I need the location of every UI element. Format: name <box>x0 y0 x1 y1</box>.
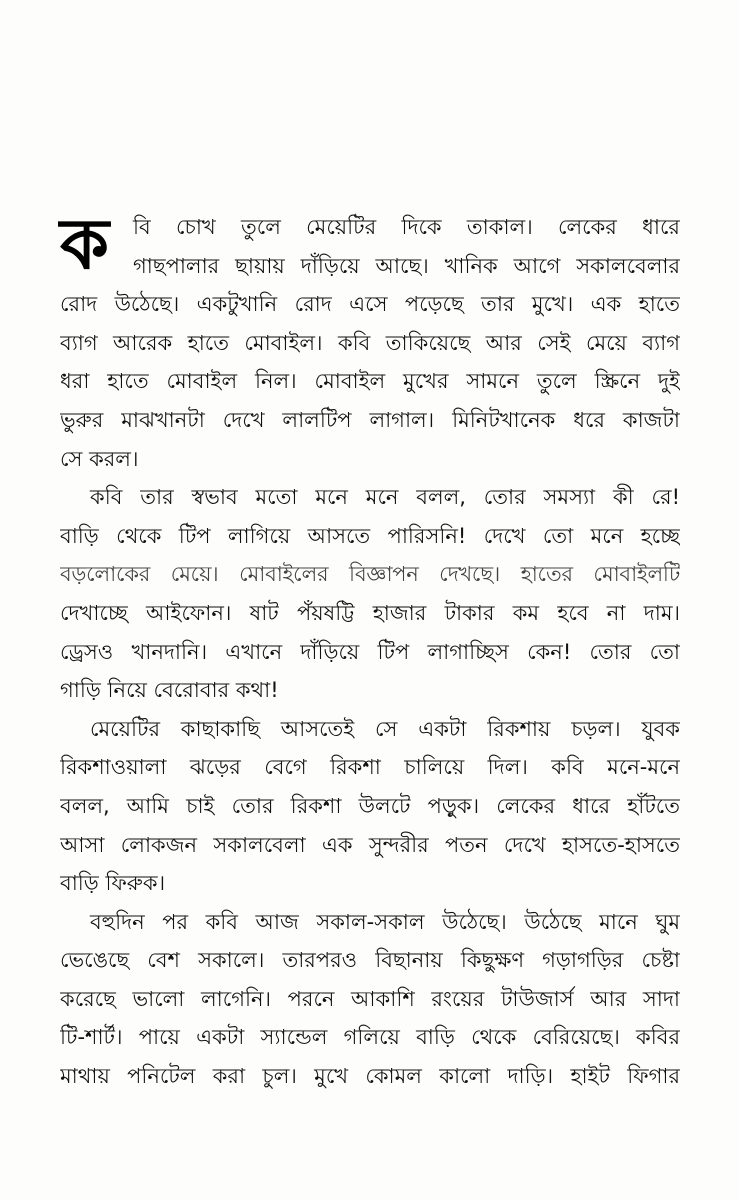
text-line: দেখাচ্ছে আইফোন। ষাট পঁয়ষট্টি হাজার টাকার কম হবে না দাম। <box>60 600 680 625</box>
text-line: বি চোখ তুলে মেয়েটির দিকে তাকাল। লেকের ধারে <box>133 215 680 239</box>
text-line: করেছে ভালো লাগেনি। পরনে আকাশি রংয়ের টাউজার্স আর সাদা <box>60 986 680 1011</box>
text-line: ধরা হাতে মোবাইল নিল। মোবাইল মুখের সামনে তুলে স্ক্রিনে দুই <box>60 369 680 394</box>
text-line: বড়লোকের মেয়ে। মোবাইলের বিজ্ঞাপন দেখছে। হাতের মোবাইলটি <box>60 562 680 587</box>
text-line: বাড়ি ফিরুক। <box>60 871 166 896</box>
drop-cap-letter: ক <box>60 202 109 285</box>
text-line: ড্রেসও খানদানি। এখানে দাঁড়িয়ে টিপ লাগাচ্ছিস কেন! তোর তো <box>60 639 680 664</box>
text-line: ভুরুর মাঝখানটা দেখে লালটিপ লাগাল। মিনিটখানেক ধরে কাজটা <box>60 407 680 432</box>
text-line: ভেঙেছে বেশ সকালে। তারপরও বিছানায় কিছুক্ষণ গড়াগড়ির চেষ্টা <box>60 948 680 973</box>
text-line: আসা লোকজন সকালবেলা এক সুন্দরীর পতন দেখে হাসতে-হাসতে <box>60 832 680 857</box>
text-line: রিকশাওয়ালা ঝড়ের বেগে রিকশা চালিয়ে দিল। কবি মনে-মনে <box>60 755 680 780</box>
text-line: গাড়ি নিয়ে বেরোবার কথা! <box>60 678 279 703</box>
body-text <box>60 202 680 1096</box>
text-line: গাছপালার ছায়ায় দাঁড়িয়ে আছে। খানিক আগে সকালবেলার <box>133 253 680 278</box>
text-line: কবি তার স্বভাব মতো মনে মনে বলল, তোর সমস্যা কী রে! <box>90 485 680 510</box>
text-line: রোদ উঠেছে। একটুখানি রোদ এসে পড়েছে তার মুখে। এক হাতে <box>60 292 680 317</box>
text-line: বহুদিন পর কবি আজ সকাল-সকাল উঠেছে। উঠেছে মানে ঘুম <box>90 909 680 934</box>
text-line: সে করল। <box>60 446 139 471</box>
text-line: ব্যাগ আরেক হাতে মোবাইল। কবি তাকিয়েছে আর সেই মেয়ে ব্যাগ <box>60 330 680 355</box>
text-line: মেয়েটির কাছাকাছি আসতেই সে একটা রিকশায় চড়ল। যুবক <box>90 716 680 741</box>
text-line: বলল, আমি চাই তোর রিকশা উলটে পড়ুক। লেকের ধারে হাঁটতে <box>60 793 680 818</box>
text-line: টি-শার্ট। পায়ে একটা স্যান্ডেল গলিয়ে বাড়ি থেকে বেরিয়েছে। কবির <box>60 1025 680 1050</box>
text-line: বাড়ি থেকে টিপ লাগিয়ে আসতে পারিসনি! দেখে তো মনে হচ্ছে <box>60 523 680 548</box>
text-line: মাথায় পনিটেল করা চুল। মুখে কোমল কালো দাড়ি। হাইট ফিগার <box>60 1064 680 1089</box>
